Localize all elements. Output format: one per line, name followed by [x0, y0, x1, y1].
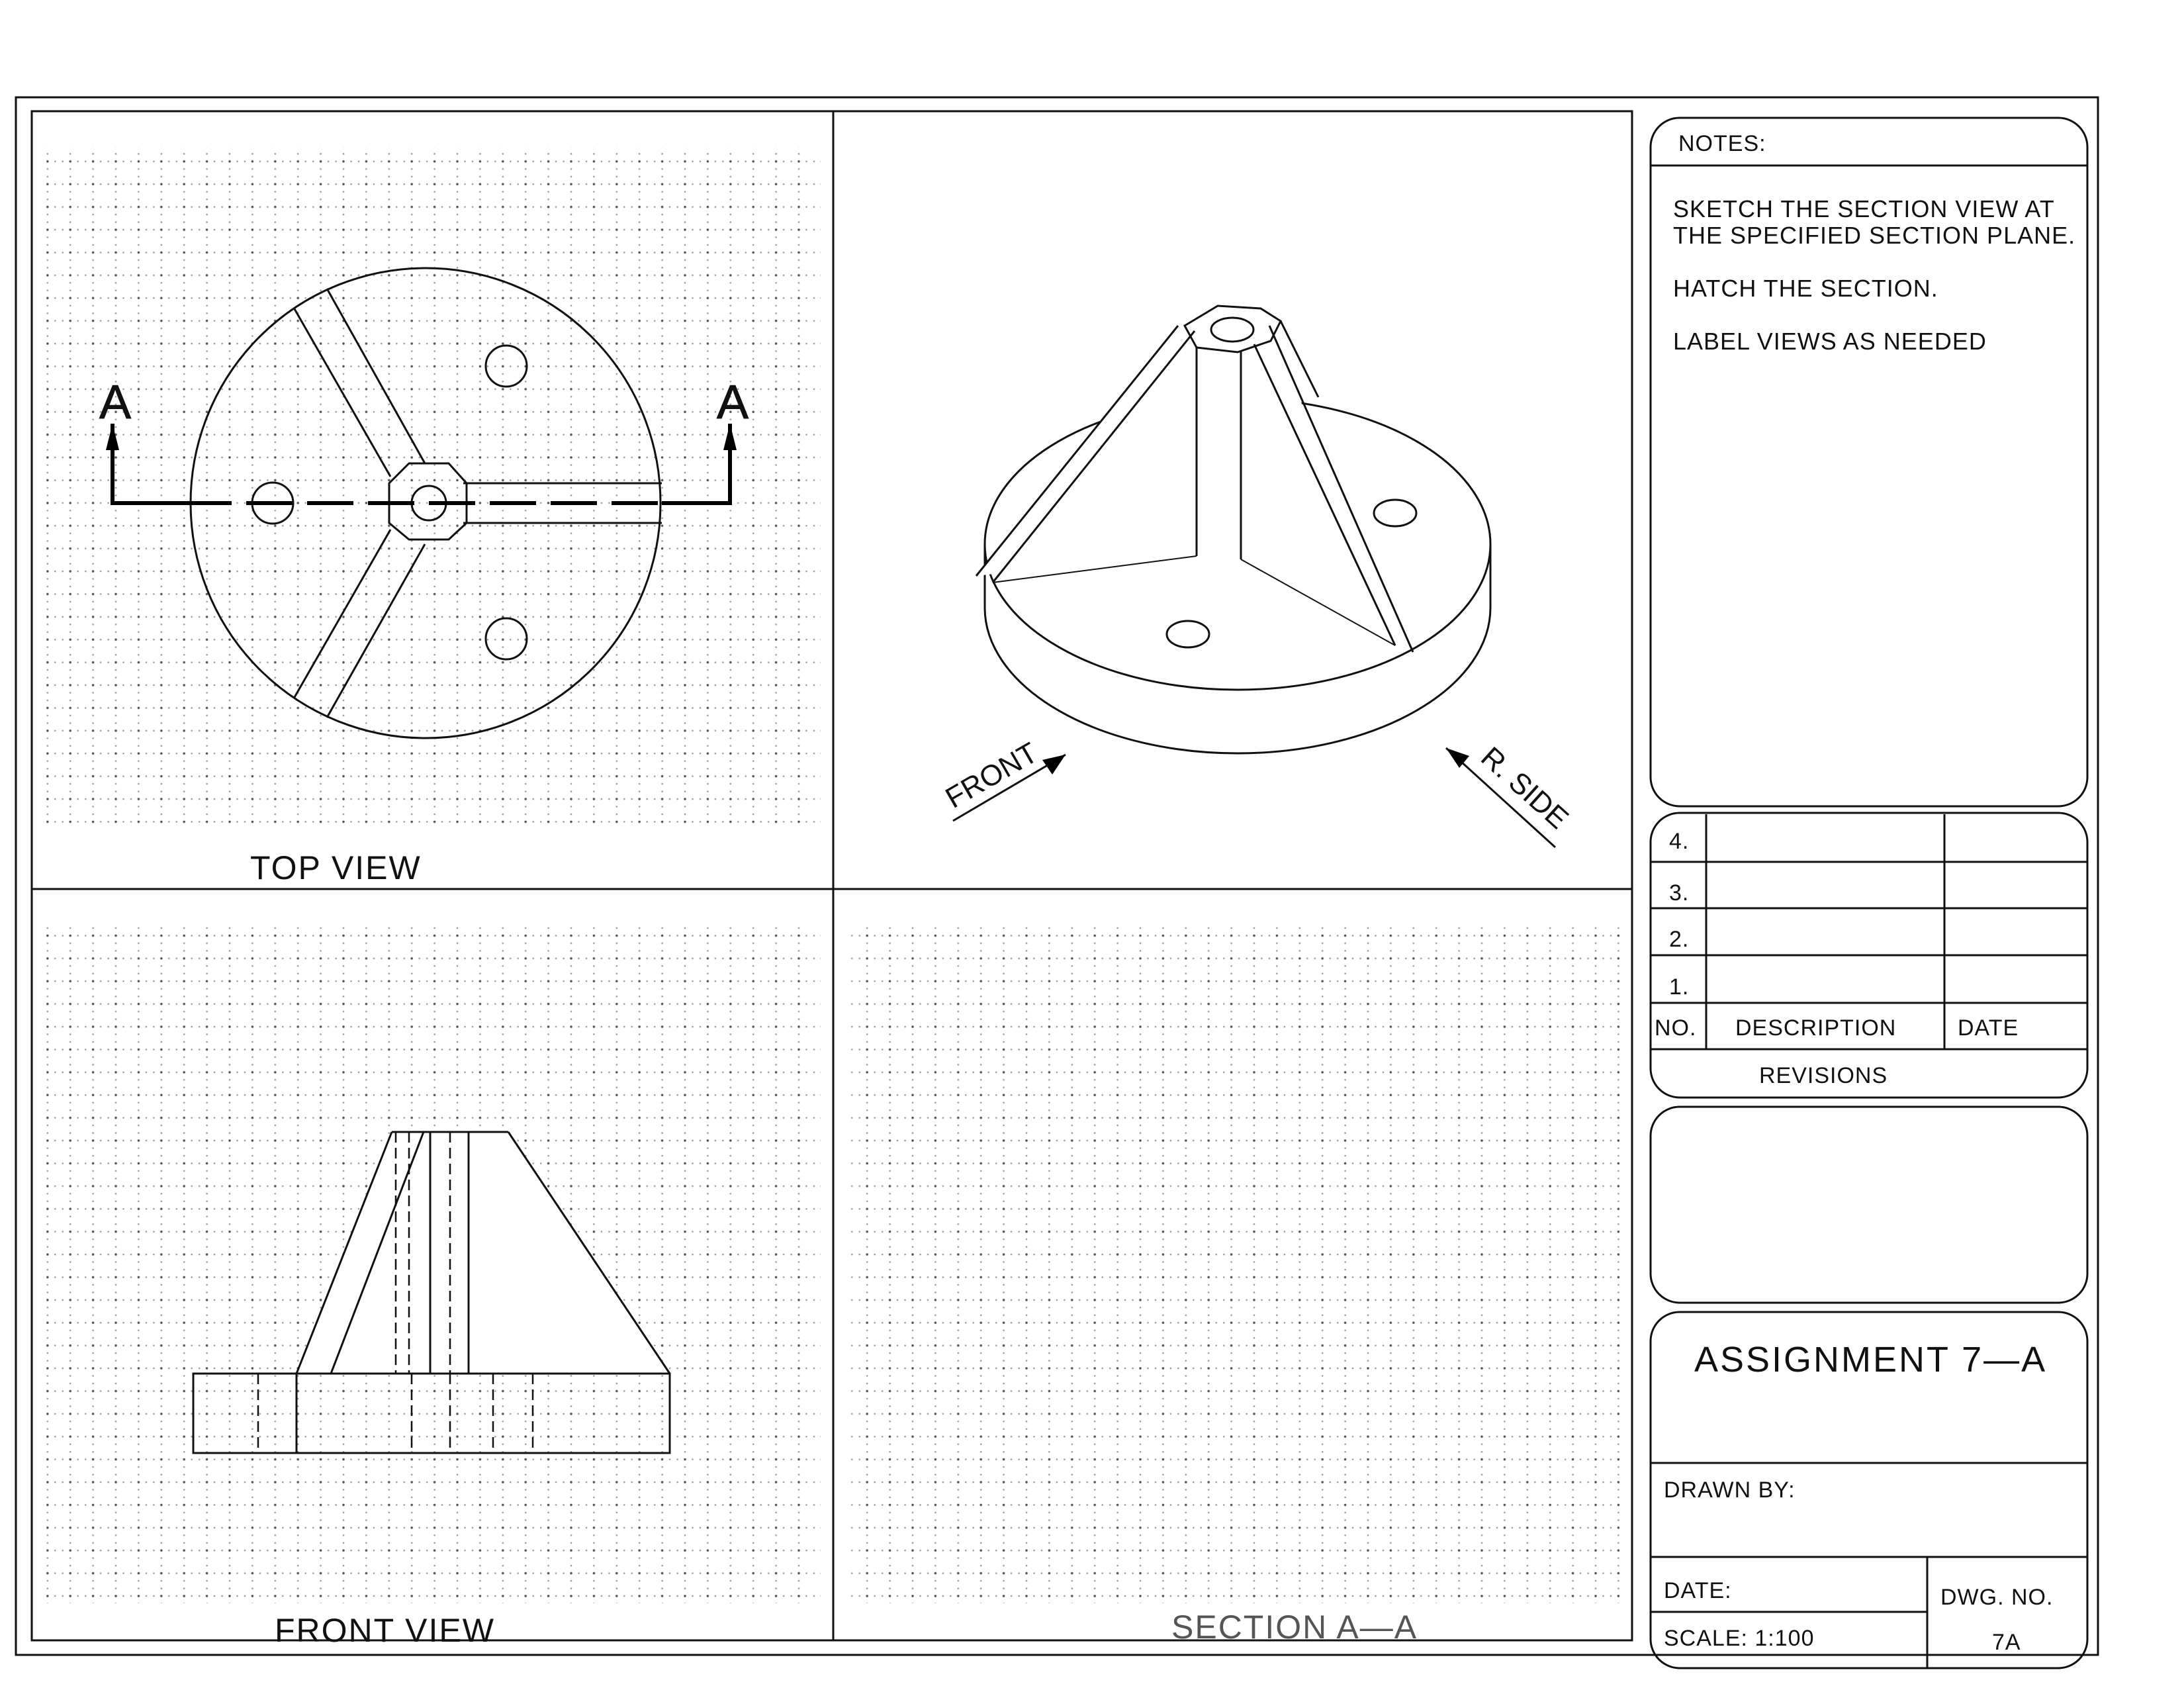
scale-label: SCALE: 1:100 — [1664, 1626, 1815, 1651]
drawn-by-label: DRAWN BY: — [1664, 1477, 1796, 1503]
notes-heading: NOTES: — [1678, 131, 1766, 156]
front-arrow-label: FRONT — [940, 736, 1044, 815]
revision-row-1: 1. — [1669, 974, 1690, 1000]
section-view-label: SECTION A—A — [1171, 1609, 1418, 1646]
revision-col-description: DESCRIPTION — [1735, 1015, 1897, 1041]
revision-col-no: NO. — [1655, 1015, 1697, 1041]
section-view-grid — [850, 927, 1625, 1603]
blank-box — [1651, 1107, 2087, 1303]
front-view-label: FRONT VIEW — [275, 1612, 495, 1649]
revision-row-4: 4. — [1669, 829, 1690, 854]
section-marker-left: A — [99, 376, 132, 429]
date-label: DATE: — [1664, 1578, 1732, 1603]
revisions-title: REVISIONS — [1759, 1063, 1888, 1088]
dwg-no-label: DWG. NO. — [1940, 1585, 2054, 1610]
isometric-drawing — [940, 306, 1575, 847]
notes-line-1: SKETCH THE SECTION VIEW AT — [1673, 195, 2055, 222]
assignment-title: ASSIGNMENT 7—A — [1694, 1340, 2048, 1380]
notes-line-2: THE SPECIFIED SECTION PLANE. — [1673, 222, 2076, 249]
side-arrow-label: R. SIDE — [1475, 741, 1575, 835]
revision-row-2: 2. — [1669, 927, 1690, 952]
notes-line-4: LABEL VIEWS AS NEEDED — [1673, 328, 1987, 355]
top-view-label: TOP VIEW — [250, 849, 422, 886]
dwg-no-value: 7A — [1992, 1630, 2021, 1655]
revision-row-3: 3. — [1669, 880, 1690, 906]
notes-line-3: HATCH THE SECTION. — [1673, 275, 1938, 302]
revision-col-date: DATE — [1958, 1015, 2019, 1041]
section-marker-right: A — [717, 376, 749, 429]
